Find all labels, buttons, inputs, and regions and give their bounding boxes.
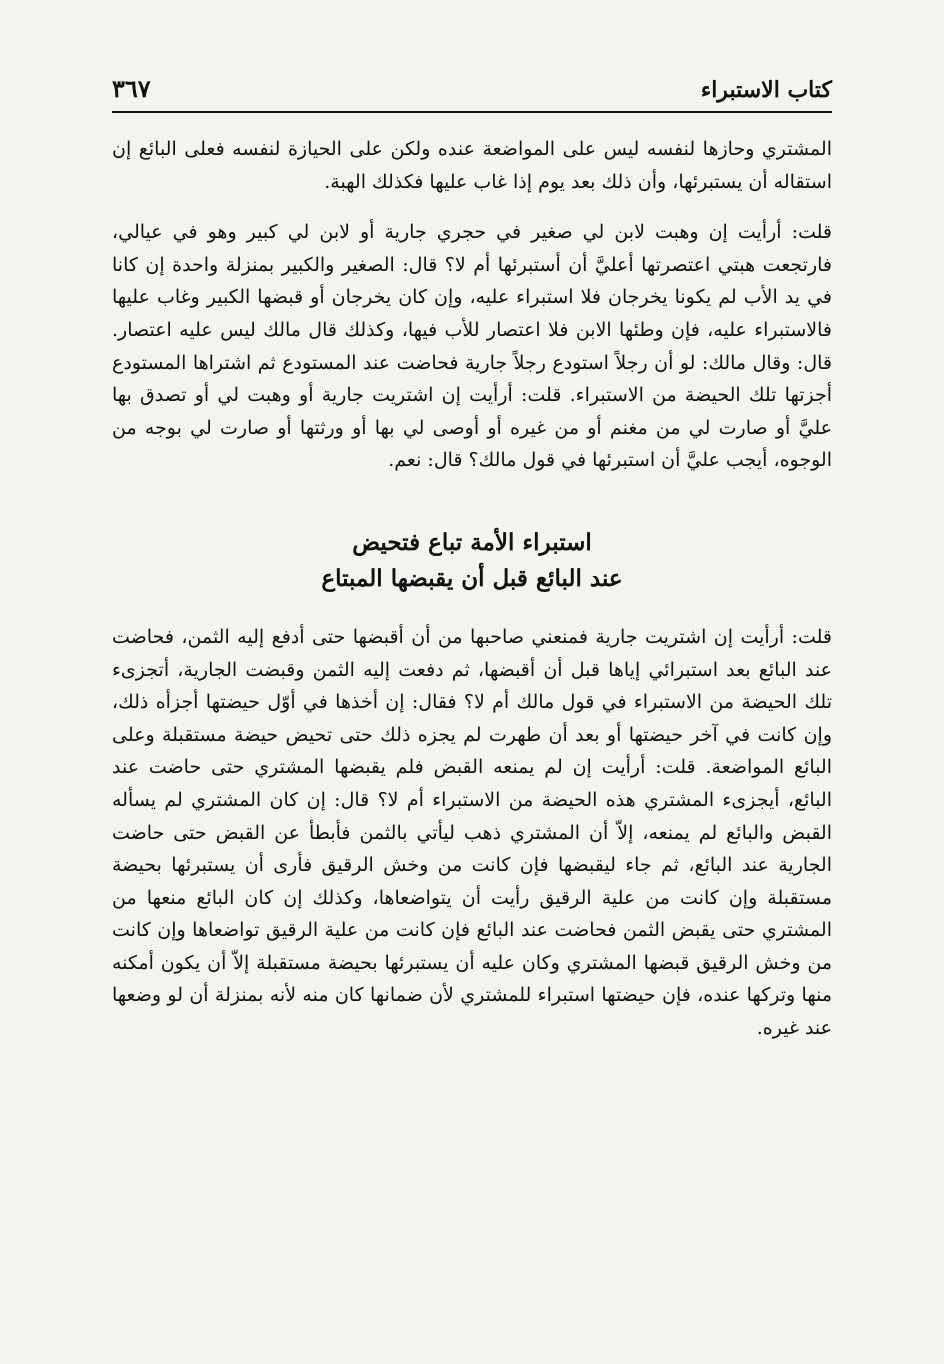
page-number: ٣٦٧ xyxy=(112,74,151,103)
section-heading-line-2: عند البائع قبل أن يقبضها المبتاع xyxy=(321,564,623,592)
paragraph-continuation: المشتري وحازها لنفسه ليس على المواضعة عنده ولكن على الحيازة لنفسه فعلى البائع إن استقاله أن يستبرئها، وأن ذلك بعد يوم إذا غاب عليها فكذلك الهبة. xyxy=(112,138,832,193)
running-header xyxy=(112,74,832,113)
page-body xyxy=(112,133,832,1045)
paragraph-gift-revocation: قلت: أرأيت إن وهبت لابن لي صغير في حجري جارية أو لابن لي كبير وهو في عيالي، فارتجعت هبتي اعتصرتها أعليَّ أن أستبرئها أم لا؟ قال: الصغير والكبير بمنزلة واحدة إن كانا في يد الأب لم يكونا يخرجان فلا استبراء عليه، وإن كان يخرجان أو قبضها الكبير وغاب عليها فالاستبراء عليه، فإن وطئها الابن فلا اعتصار للأب فيها، وكذلك قال مالك ليس عليه اعتصار. قال: وقال مالك: لو أن رجلاً استودع رجلاً جارية فحاضت عند المستودع ثم اشتراها المستودع أجزتها تلك الحيضة من الاستبراء. قلت: أرأيت إن اشتريت جارية أو وهبت لي أو تصدق بها عليَّ أو صارت لي من مغنم أو من غيره أو أوصى لي بها أو ورثتها أو صارت لي بوجه من الوجوه، أيجب عليَّ أن استبرئها في قول مالك؟ قال: نعم. xyxy=(112,221,832,472)
section-paragraph: قلت: أرأيت إن اشتريت جارية فمنعني صاحبها من أن أقبضها حتى أدفع إليه الثمن، فحاضت عند البائع بعد استبرائي إياها قبل أن أقبضها، ثم دفعت إليه الثمن وقبضت الجارية، أتجزىء تلك الحيضة من الاستبراء في قول مالك أم لا؟ فقال: إن أخذها في أوّل حيضتها أجزأه ذلك، وإن كانت في آخر حيضتها أو بعد أن طهرت لم يجزه ذلك حتى تحيض حيضة مستقبلة وعلى البائع المواضعة. قلت: أرأيت إن لم يمنعه القبض فلم يقبضها المشتري حتى حاضت عند البائع، أيجزىء المشتري هذه الحيضة من الاستبراء أم لا؟ قال: إن كان المشتري لم يسأله القبض والبائع لم يمنعه، إلاّ أن المشتري ذهب ليأتي بالثمن فأبطأ عن القبض حتى حاضت الجارية عند البائع، ثم جاء ليقبضها فإن كانت من وخش الرقيق فأرى أن يستبرئها بحيضة مستقبلة وإن كانت من علية الرقيق رأيت أن يتواضعاها، وكذلك إن كان البائع منعها من المشتري حتى يقبض الثمن فحاضت عند البائع فإن كانت من علية الرقيق تواضعاها وإن كانت من وخش الرقيق قبضها المشتري وكان عليه أن يستبرئها بحيضة مستقبلة إلاّ أن يكون أمكنه منها وتركها عنده، فإن حيضتها استبراء للمشتري لأن ضمانها كان منه لأنه بمنزلة أن لو وضعها عند غيره. xyxy=(112,625,832,1040)
section-heading-line-1: استبراء الأمة تباع فتحيض xyxy=(352,528,592,556)
book-title: كتاب الاستبراء xyxy=(700,77,832,103)
